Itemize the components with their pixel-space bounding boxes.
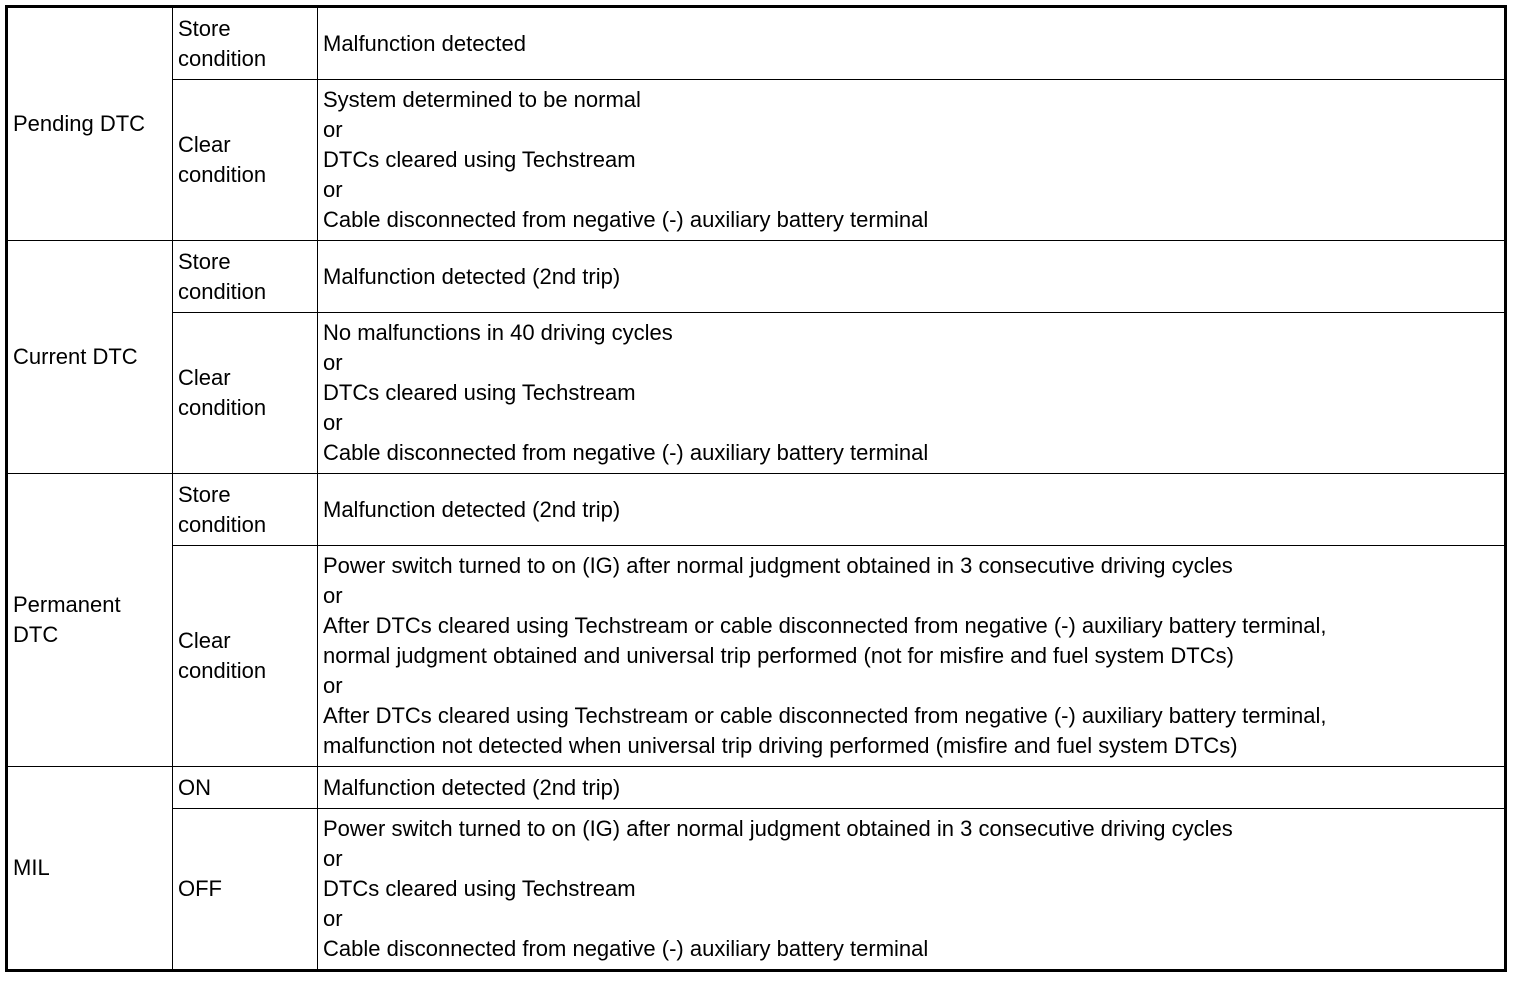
table-row bbox=[7, 767, 1506, 809]
table-row bbox=[7, 474, 1506, 546]
group-label-permanent-dtc bbox=[7, 474, 173, 767]
description-line: After DTCs cleared using Techstream or cable disconnected from negative (-) auxiliary battery terminal, bbox=[323, 703, 1327, 728]
description-line: or bbox=[323, 846, 343, 871]
group-label-line-2: DTC bbox=[13, 622, 59, 647]
description-cell bbox=[318, 809, 1506, 971]
group-label-current-dtc bbox=[7, 241, 173, 474]
description-line: Malfunction detected bbox=[323, 30, 527, 56]
condition-line-1: Clear bbox=[178, 628, 231, 653]
dtc-condition-table bbox=[5, 5, 1507, 972]
table-row bbox=[7, 80, 1506, 241]
table-row bbox=[7, 241, 1506, 313]
description-line: or bbox=[323, 177, 343, 202]
description-line: Cable disconnected from negative (-) auxiliary battery terminal bbox=[323, 936, 929, 961]
description-line: or bbox=[323, 350, 343, 375]
condition-cell bbox=[173, 546, 318, 767]
table-row bbox=[7, 546, 1506, 767]
condition-cell bbox=[173, 809, 318, 971]
description-cell bbox=[318, 7, 1506, 80]
group-label-mil bbox=[7, 767, 173, 971]
condition-line-2: condition bbox=[178, 511, 267, 537]
description-cell bbox=[318, 767, 1506, 809]
description-line: Malfunction detected (2nd trip) bbox=[323, 263, 621, 289]
description-line: Malfunction detected (2nd trip) bbox=[323, 774, 621, 800]
group-label-text: Current DTC bbox=[13, 344, 138, 369]
description-line: Cable disconnected from negative (-) auxiliary battery terminal bbox=[323, 440, 929, 465]
description-line: or bbox=[323, 583, 343, 608]
condition-label: ON bbox=[178, 774, 211, 800]
condition-cell bbox=[173, 313, 318, 474]
description-line: normal judgment obtained and universal trip performed (not for misfire and fuel system DTCs) bbox=[323, 643, 1234, 668]
description-line: Power switch turned to on (IG) after normal judgment obtained in 3 consecutive driving cycles bbox=[323, 816, 1233, 841]
description-line: Malfunction detected (2nd trip) bbox=[323, 496, 621, 522]
condition-line-2: condition bbox=[178, 162, 267, 187]
condition-line-1: Store bbox=[178, 481, 231, 507]
description-line: malfunction not detected when universal trip driving performed (misfire and fuel system DTCs) bbox=[323, 733, 1238, 758]
description-line: After DTCs cleared using Techstream or cable disconnected from negative (-) auxiliary battery terminal, bbox=[323, 613, 1327, 638]
description-cell bbox=[318, 546, 1506, 767]
description-line: or bbox=[323, 410, 343, 435]
condition-cell bbox=[173, 7, 318, 80]
description-cell bbox=[318, 241, 1506, 313]
group-label-line-1: Permanent bbox=[13, 592, 121, 617]
table-row bbox=[7, 313, 1506, 474]
group-label-text: MIL bbox=[13, 855, 50, 880]
description-line: or bbox=[323, 906, 343, 931]
condition-cell bbox=[173, 241, 318, 313]
description-line: Power switch turned to on (IG) after normal judgment obtained in 3 consecutive driving cycles bbox=[323, 553, 1233, 578]
condition-line-2: condition bbox=[178, 45, 267, 71]
condition-line-1: Clear bbox=[178, 132, 231, 157]
table-row bbox=[7, 7, 1506, 80]
condition-cell bbox=[173, 474, 318, 546]
condition-line-2: condition bbox=[178, 278, 267, 304]
condition-line-1: Clear bbox=[178, 365, 231, 390]
condition-line-2: condition bbox=[178, 658, 267, 683]
description-line: No malfunctions in 40 driving cycles bbox=[323, 320, 673, 345]
condition-line-1: Store bbox=[178, 15, 231, 41]
condition-line-1: Store bbox=[178, 248, 231, 274]
description-line: Cable disconnected from negative (-) auxiliary battery terminal bbox=[323, 207, 929, 232]
table-row bbox=[7, 809, 1506, 971]
group-label-pending-dtc bbox=[7, 7, 173, 241]
description-cell bbox=[318, 474, 1506, 546]
group-label-text: Pending DTC bbox=[13, 111, 146, 136]
condition-cell bbox=[173, 80, 318, 241]
description-line: or bbox=[323, 117, 343, 142]
description-line: DTCs cleared using Techstream bbox=[323, 147, 636, 172]
description-line: DTCs cleared using Techstream bbox=[323, 380, 636, 405]
condition-line-2: condition bbox=[178, 395, 267, 420]
description-line: System determined to be normal bbox=[323, 87, 641, 112]
description-cell bbox=[318, 313, 1506, 474]
condition-label: OFF bbox=[178, 876, 222, 901]
dtc-table-container bbox=[5, 5, 1507, 972]
description-cell bbox=[318, 80, 1506, 241]
description-line: or bbox=[323, 673, 343, 698]
condition-cell bbox=[173, 767, 318, 809]
description-line: DTCs cleared using Techstream bbox=[323, 876, 636, 901]
